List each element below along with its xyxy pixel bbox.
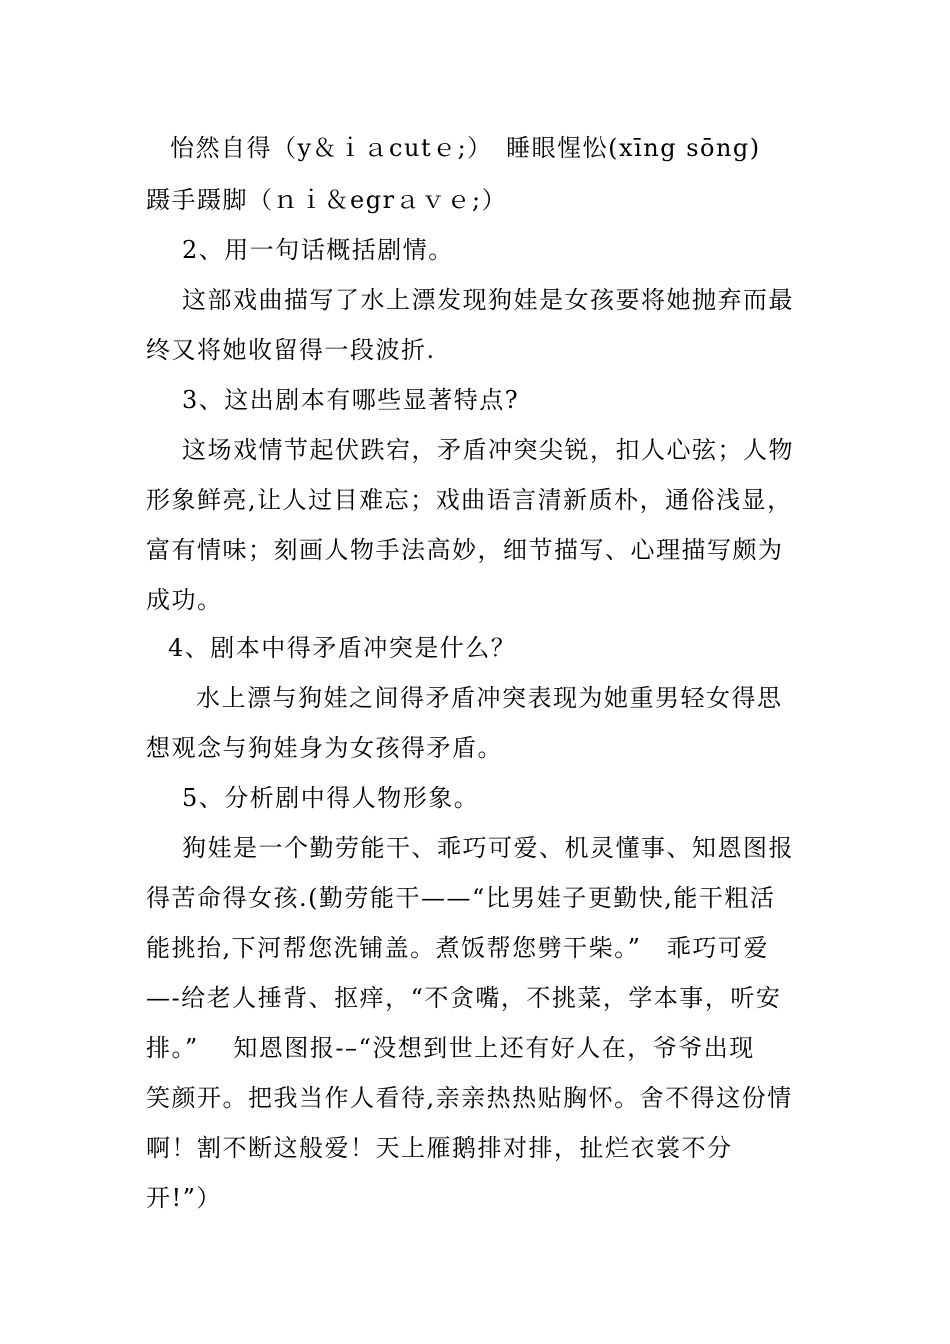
text-line-13: 想观念与狗娃身为女孩得矛盾。 bbox=[146, 734, 503, 762]
heading-5: 5、分析剧中得人物形象。 bbox=[182, 784, 480, 812]
heading-2: 2、用一句话概括剧情。 bbox=[182, 236, 454, 264]
text-line-12: 水上漂与狗娃之间得矛盾冲突表现为她重男轻女得思 bbox=[196, 684, 783, 712]
heading-4: 4、剧本中得矛盾冲突是什么？ bbox=[168, 634, 517, 662]
text-line-17: 能挑抬,下河帮您洗铺盖。煮饭帮您劈干柴。” 乖巧可爱 bbox=[146, 934, 769, 962]
text-line-8: 形象鲜亮,让人过目难忘；戏曲语言清新质朴，通俗浅显， bbox=[146, 486, 793, 514]
text-line-5: 终又将她收留得一段波折. bbox=[146, 336, 436, 364]
heading-3: 3、这出剧本有哪些显著特点? bbox=[182, 386, 520, 414]
text-line-19: 排。” 知恩图报-–“没想到世上还有好人在，爷爷出现 bbox=[146, 1034, 755, 1062]
text-line-9: 富有情味；刻画人物手法高妙，细节描写、心理描写颇为 bbox=[146, 536, 784, 564]
text-line-15: 狗娃是一个勤劳能干、乖巧可爱、机灵懂事、知恩图报 bbox=[182, 834, 794, 862]
text-line-20: 笑颜开。把我当作人看待,亲亲热热贴胸怀。舍不得这份情 bbox=[146, 1084, 793, 1112]
text-line-4: 这部戏曲描写了水上漂发现狗娃是女孩要将她抛弃而最 bbox=[182, 286, 794, 314]
text-line-7: 这场戏情节起伏跌宕，矛盾冲突尖锐，扣人心弦；人物 bbox=[182, 436, 794, 464]
text-line-1: 怡然自得（y＆ｉａcutｅ;） 睡眼惺忪(xīng sōng) bbox=[170, 134, 761, 162]
text-line-16: 得苦命得女孩.(勤劳能干——“比男娃子更勤快,能干粗活 bbox=[146, 884, 776, 912]
text-line-10: 成功。 bbox=[146, 586, 223, 614]
text-line-18: —-给老人捶背、抠痒，“不贪嘴，不挑菜，学本事，听安 bbox=[146, 984, 782, 1012]
text-line-21: 啊！割不断这般爱！天上雁鹅排对排，扯烂衣裳不分 bbox=[146, 1134, 733, 1162]
text-line-22: 开!”） bbox=[146, 1184, 222, 1212]
text-line-2: 蹑手蹑脚（ｎｉ＆egrａｖｅ;） bbox=[146, 186, 508, 214]
